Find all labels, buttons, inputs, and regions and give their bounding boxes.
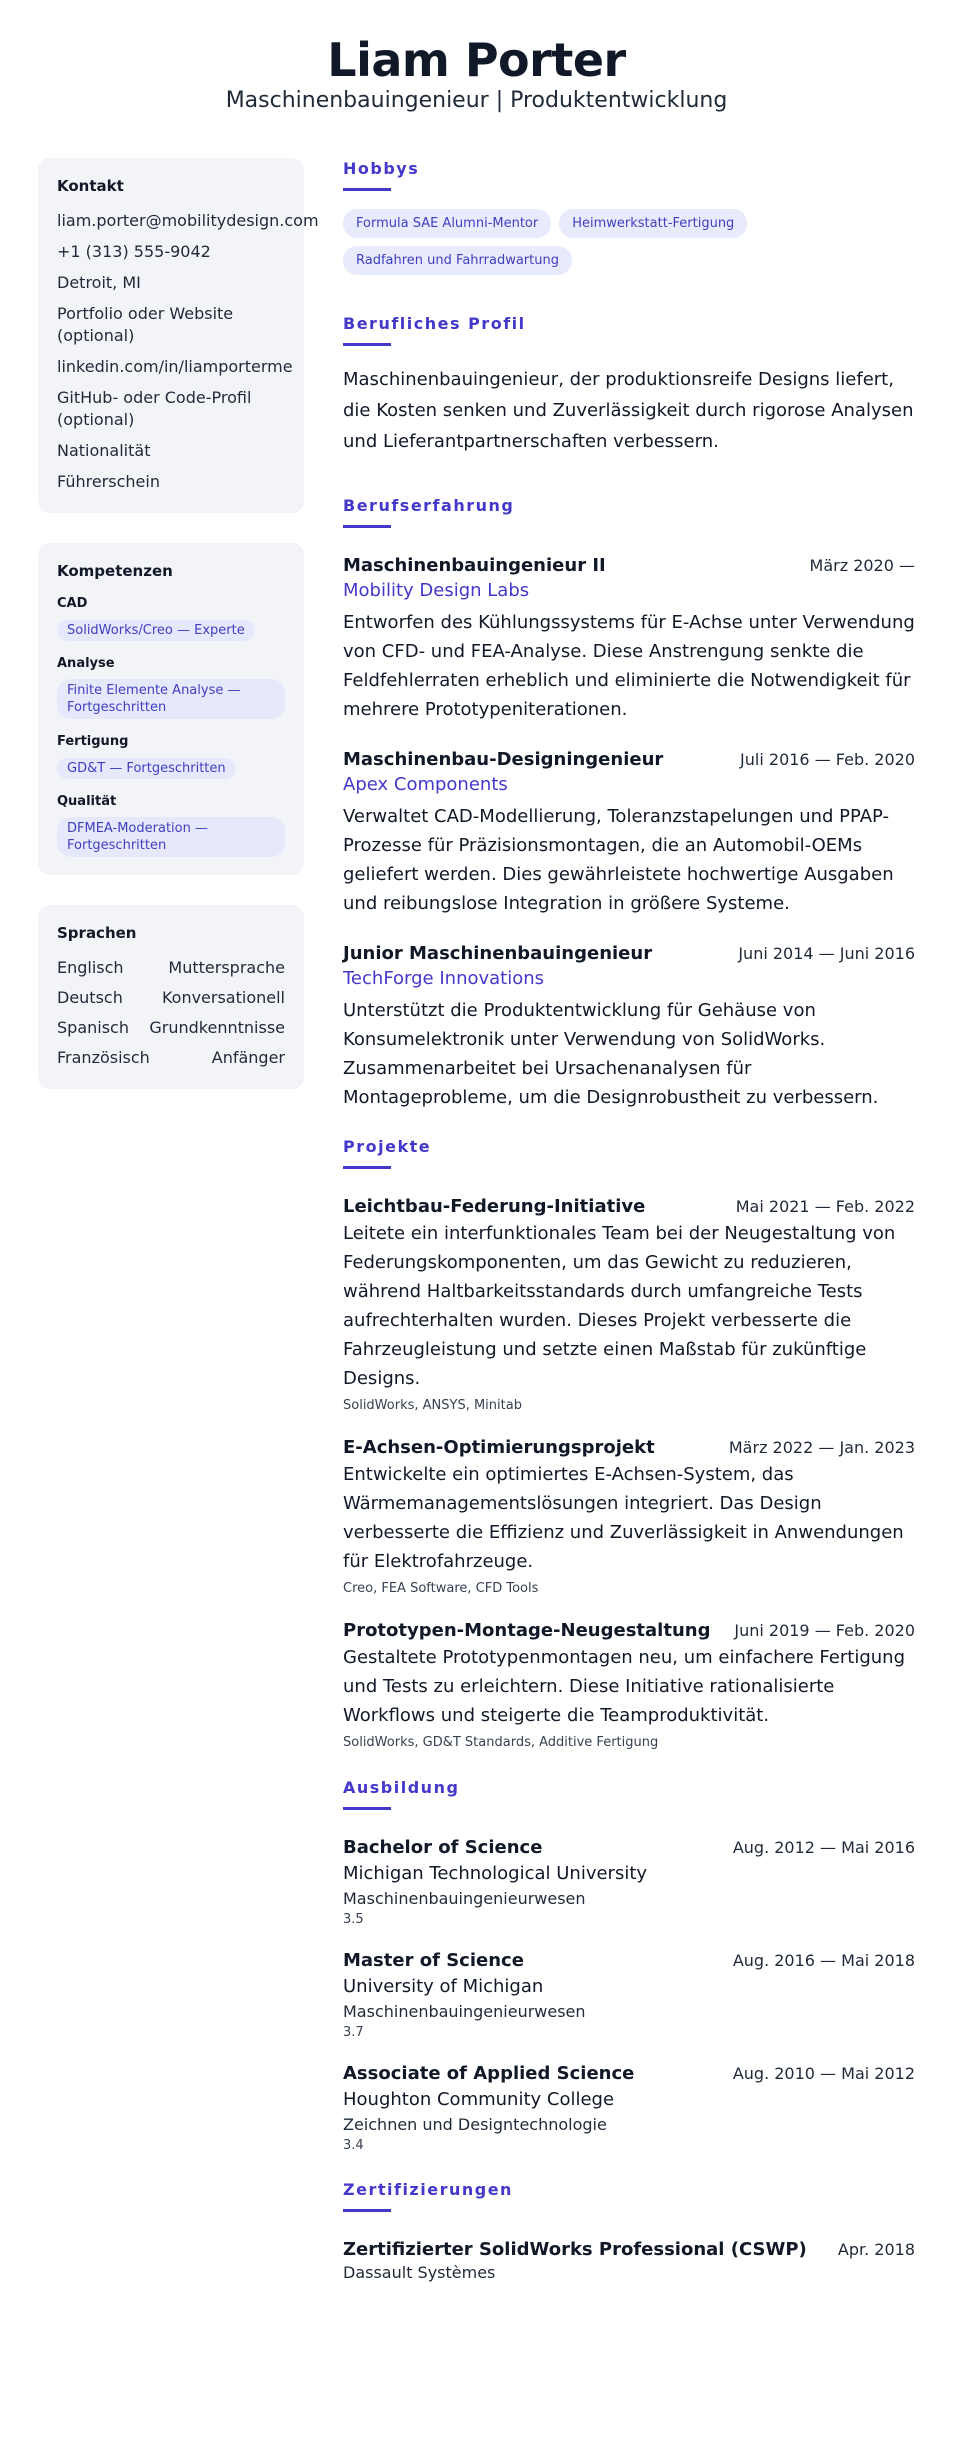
education-date: Aug. 2010 — Mai 2012 bbox=[732, 2064, 915, 2083]
language-level: Muttersprache bbox=[168, 958, 285, 977]
experience-entry bbox=[343, 748, 915, 918]
gpa: 3.5 bbox=[343, 1912, 364, 1927]
education-entry bbox=[343, 1836, 915, 1929]
project-description: Leitete ein interfunktionales Team bei der Neugestaltung von Federungskomponenten, um das Gewicht zu reduzieren, während Haltbarkeitsstandards durch umfangreiche Tests aufrechterhalten wurden. Dieses Projekt verbesserte die Fahrzeugleistung und setzte einen Maßstab für zukünftige Designs. bbox=[343, 1223, 896, 1389]
skill-category-name: Qualität bbox=[57, 794, 117, 809]
project-description: Gestaltete Prototypenmontagen neu, um einfachere Fertigung und Tests zu erleichtern. Diese Initiative rationalisierte Workflows und steigerte die Teamproduktivität. bbox=[343, 1647, 905, 1726]
profile-summary: Maschinenbauingenieur, der produktionsreife Designs liefert, die Kosten senken und Zuverlässigkeit durch rigorose Analysen und Lieferantpartnerschaften verbessern. bbox=[343, 369, 914, 452]
languages-card bbox=[38, 905, 304, 1089]
skill-category-name: CAD bbox=[57, 596, 88, 611]
profile-section bbox=[343, 313, 915, 457]
education-entry bbox=[343, 2062, 915, 2155]
language-row bbox=[57, 1017, 285, 1039]
sidebar bbox=[38, 158, 319, 1119]
skill-category bbox=[57, 655, 285, 719]
hobbies-section bbox=[343, 158, 915, 283]
company-name: Mobility Design Labs bbox=[343, 580, 530, 601]
job-title: Maschinenbau-Designingenieur bbox=[343, 749, 664, 770]
language-name: Französisch bbox=[57, 1048, 150, 1067]
certification-name: Zertifizierter SolidWorks Professional (CSWP) bbox=[343, 2239, 807, 2260]
experience-entry bbox=[343, 942, 915, 1112]
certifications-title: Zertifizierungen bbox=[343, 2180, 513, 2199]
certification-date: Apr. 2018 bbox=[837, 2240, 915, 2259]
language-row bbox=[57, 987, 285, 1009]
company-name: Apex Components bbox=[343, 774, 508, 795]
project-date: Mai 2021 — Feb. 2022 bbox=[735, 1197, 915, 1216]
experience-section bbox=[343, 495, 915, 1112]
contact-location: Detroit, MI bbox=[57, 273, 141, 292]
education-date: Aug. 2012 — Mai 2016 bbox=[732, 1838, 915, 1857]
contact-email[interactable]: liam.porter@mobilitydesign.com bbox=[57, 211, 319, 230]
contact-linkedin[interactable]: linkedin.com/in/liamporterme bbox=[57, 357, 293, 376]
hobby-pill: Radfahren und Fahrradwartung bbox=[343, 246, 572, 275]
job-title: Maschinenbauingenieur II bbox=[343, 555, 606, 576]
language-row bbox=[57, 957, 285, 979]
school-name: University of Michigan bbox=[343, 1976, 544, 1997]
hobbies-title: Hobbys bbox=[343, 159, 420, 178]
job-title: Junior Maschinenbauingenieur bbox=[343, 943, 653, 964]
project-name: Prototypen-Montage-Neugestaltung bbox=[343, 1620, 711, 1641]
candidate-headline: Maschinenbauingenieur | Produktentwicklung bbox=[225, 88, 728, 113]
field-of-study: Maschinenbauingenieurwesen bbox=[343, 2002, 586, 2021]
job-description: Entworfen des Kühlungssystems für E-Achse unter Verwendung von CFD- und FEA-Analyse. Diese Anstrengung senkte die Feldfehlerraten erheblich und eliminierte die Notwendigkeit für mehrere Prototypeniterationen. bbox=[343, 612, 915, 720]
hobby-pill: Heimwerkstatt-Fertigung bbox=[559, 209, 747, 238]
education-date: Aug. 2016 — Mai 2018 bbox=[732, 1951, 915, 1970]
language-name: Deutsch bbox=[57, 988, 123, 1007]
degree-name: Associate of Applied Science bbox=[343, 2063, 635, 2084]
candidate-name: Liam Porter bbox=[327, 33, 626, 87]
company-name: TechForge Innovations bbox=[343, 968, 545, 989]
job-description: Unterstützt die Produktentwicklung für Gehäuse von Konsumelektronik unter Verwendung von SolidWorks. Zusammenarbeitet bei Ursachenanalysen für Montageprobleme, um die Designrobustheit zu verbessern. bbox=[343, 1000, 879, 1108]
skill-pill: GD&T — Fortgeschritten bbox=[57, 758, 236, 779]
skill-category-name: Analyse bbox=[57, 656, 115, 671]
skill-category bbox=[57, 595, 285, 655]
project-tools: SolidWorks, ANSYS, Minitab bbox=[343, 1398, 522, 1413]
contact-license: Führerschein bbox=[57, 472, 160, 491]
experience-entry bbox=[343, 554, 915, 724]
skill-category bbox=[57, 733, 285, 793]
section-divider bbox=[343, 2209, 391, 2212]
project-entry bbox=[343, 1195, 915, 1416]
project-description: Entwickelte ein optimiertes E-Achsen-System, das Wärmemanagementslösungen integriert. Das Design verbesserte die Effizienz und Zuverlässigkeit in Anwendungen für Elektrofahrzeuge. bbox=[343, 1464, 904, 1572]
experience-title: Berufserfahrung bbox=[343, 496, 515, 515]
contact-title: Kontakt bbox=[57, 177, 124, 195]
project-name: Leichtbau-Federung-Initiative bbox=[343, 1196, 646, 1217]
education-title: Ausbildung bbox=[343, 1778, 460, 1797]
project-tools: SolidWorks, GD&T Standards, Additive Fertigung bbox=[343, 1735, 659, 1750]
section-divider bbox=[343, 1166, 391, 1169]
skills-title: Kompetenzen bbox=[57, 562, 173, 580]
school-name: Houghton Community College bbox=[343, 2089, 615, 2110]
skills-card bbox=[38, 543, 304, 875]
project-date: März 2022 — Jan. 2023 bbox=[728, 1438, 915, 1457]
job-date: Juli 2016 — Feb. 2020 bbox=[740, 750, 915, 769]
field-of-study: Maschinenbauingenieurwesen bbox=[343, 1889, 586, 1908]
degree-name: Bachelor of Science bbox=[343, 1837, 543, 1858]
section-divider bbox=[343, 1807, 391, 1810]
certification-entry bbox=[343, 2238, 915, 2284]
project-entry bbox=[343, 1619, 915, 1753]
job-date: März 2020 — bbox=[809, 556, 915, 575]
certification-issuer: Dassault Systèmes bbox=[343, 2263, 496, 2282]
language-level: Anfänger bbox=[211, 1048, 285, 1067]
skill-pill: SolidWorks/Creo — Experte bbox=[57, 620, 255, 641]
contact-nationality: Nationalität bbox=[57, 441, 151, 460]
contact-card bbox=[38, 158, 319, 513]
job-description: Verwaltet CAD-Modellierung, Toleranzstapelungen und PPAP-Prozesse für Präzisionsmontagen, die an Automobil-OEMs geliefert werden. Dies gewährleistete hochwertige Ausgaben und reibungslose Integration in größere Systeme. bbox=[343, 806, 894, 914]
section-divider bbox=[343, 343, 391, 346]
project-name: E-Achsen-Optimierungsprojekt bbox=[343, 1437, 655, 1458]
project-tools: Creo, FEA Software, CFD Tools bbox=[343, 1581, 539, 1596]
skill-category-name: Fertigung bbox=[57, 734, 129, 749]
education-section bbox=[343, 1777, 915, 2155]
language-level: Konversationell bbox=[161, 988, 285, 1007]
gpa: 3.4 bbox=[343, 2138, 364, 2153]
certifications-section bbox=[343, 2179, 915, 2284]
section-divider bbox=[343, 188, 391, 191]
skill-category bbox=[57, 793, 285, 857]
school-name: Michigan Technological University bbox=[343, 1863, 648, 1884]
main-content bbox=[343, 158, 915, 2284]
projects-title: Projekte bbox=[343, 1137, 432, 1156]
contact-portfolio: Portfolio oder Website (optional) bbox=[57, 304, 234, 345]
language-row bbox=[57, 1047, 285, 1069]
education-entry bbox=[343, 1949, 915, 2042]
degree-name: Master of Science bbox=[343, 1950, 524, 1971]
project-entry bbox=[343, 1436, 915, 1599]
gpa: 3.7 bbox=[343, 2025, 364, 2040]
profile-title: Berufliches Profil bbox=[343, 314, 526, 333]
job-date: Juni 2014 — Juni 2016 bbox=[738, 944, 915, 963]
hobby-pill: Formula SAE Alumni-Mentor bbox=[343, 209, 551, 238]
hobby-list bbox=[343, 209, 915, 283]
project-date: Juni 2019 — Feb. 2020 bbox=[734, 1621, 915, 1640]
language-name: Englisch bbox=[57, 958, 124, 977]
skill-pill: Finite Elemente Analyse — Fortgeschritten bbox=[57, 679, 285, 719]
languages-title: Sprachen bbox=[57, 924, 137, 942]
contact-phone[interactable]: +1 (313) 555-9042 bbox=[57, 242, 211, 261]
projects-section bbox=[343, 1136, 915, 1753]
section-divider bbox=[343, 525, 391, 528]
skill-pill: DFMEA-Moderation — Fortgeschritten bbox=[57, 817, 285, 857]
language-name: Spanisch bbox=[57, 1018, 129, 1037]
language-level: Grundkenntnisse bbox=[149, 1018, 285, 1037]
contact-github: GitHub- oder Code-Profil (optional) bbox=[57, 388, 252, 429]
field-of-study: Zeichnen und Designtechnologie bbox=[343, 2115, 607, 2134]
